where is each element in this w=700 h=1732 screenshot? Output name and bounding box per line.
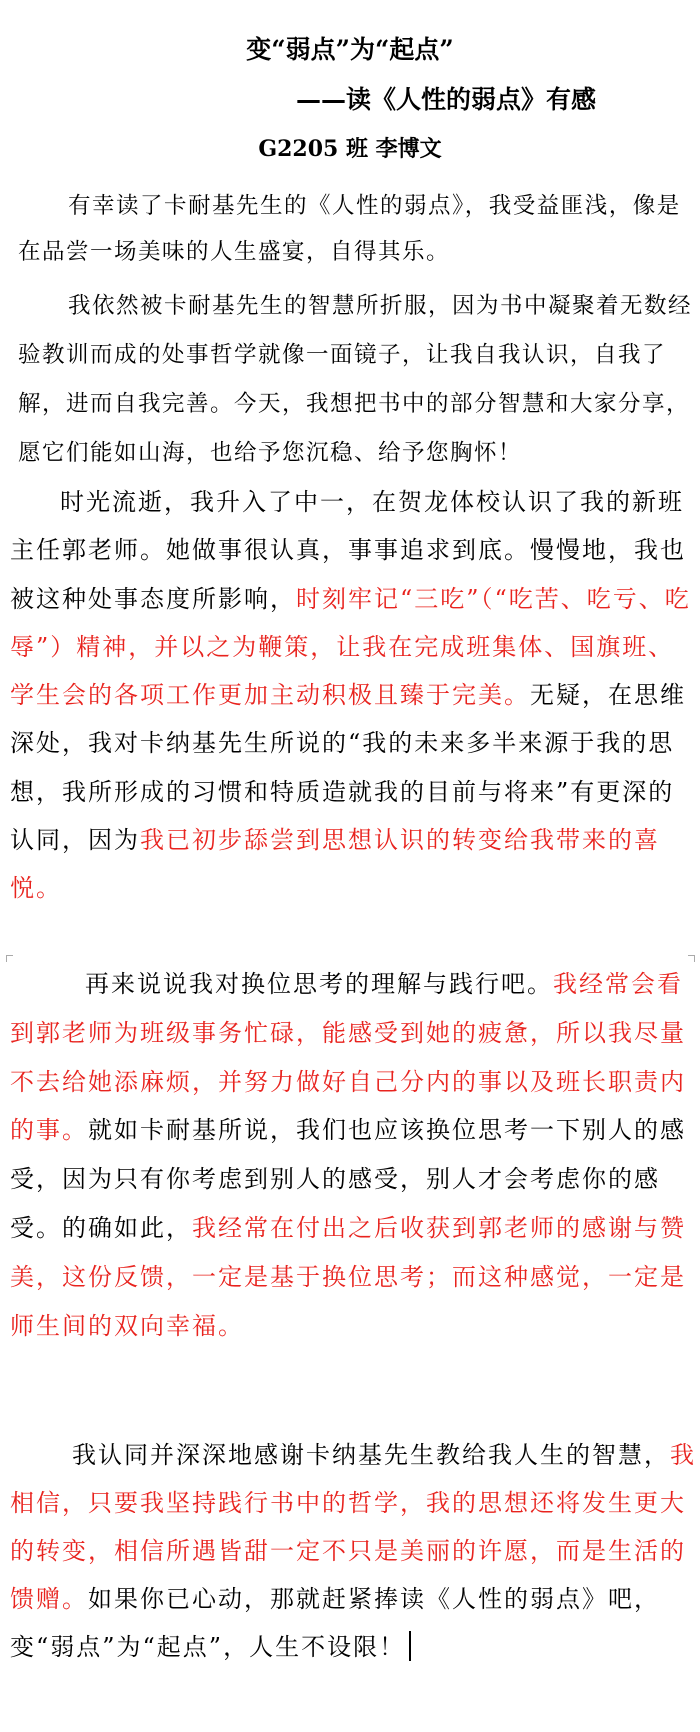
highlighted-text: 我经常会看到郭老师为班级事务忙碌，能感受到她的疲惫，所以我尽量不去给她添麻烦，并努力做好自己分内的事以及班长职责内的事。 bbox=[10, 970, 686, 1145]
essay-subtitle: ——读《人性的弱点》有感 bbox=[296, 85, 597, 114]
paragraph-1[interactable] bbox=[18, 183, 693, 275]
body-text: 无疑，在思维深处，我对卡纳基先生所说的“我的未来多半来源于我的思想，我所形成的习惯和特质造就我的目前与将来”有更深的认同，因为 bbox=[10, 681, 686, 855]
highlighted-text: 我相信，只要我坚持践行书中的哲学，我的思想还将发生更大的转变，相信所遇皆甜一定不只是美丽的许愿，而是生活的馈赠。 bbox=[10, 1441, 696, 1613]
highlighted-text: 我经常在付出之后收获到郭老师的感谢与赞美，这份反馈，一定是基于换位思考；而这种感觉，一定是师生间的双向幸福。 bbox=[10, 1213, 686, 1340]
body-text: 我认同并深深地感谢卡纳基先生教给我人生的智慧， bbox=[72, 1441, 670, 1469]
body-text: 有幸读了卡耐基先生的《人性的弱点》，我受益匪浅，像是在品尝一场美味的人生盛宴，自得其乐。 bbox=[18, 193, 681, 265]
body-text: 时光流逝，我升入了中一，在贺龙体校认识了我的新班主任郭老师。她做事很认真，事事追求到底。慢慢地，我也被这种处事态度所影响， bbox=[10, 488, 686, 613]
paragraph-2[interactable] bbox=[18, 282, 693, 478]
body-text: 再来说说我对换位思考的理解与践行吧。 bbox=[85, 970, 553, 998]
body-text: 如果你已心动，那就赶紧捧读《人性的弱点》吧，变“弱点”为“起点”，人生不设限！ bbox=[10, 1585, 660, 1661]
body-text: 我依然被卡耐基先生的智慧所折服，因为书中凝聚着无数经验教训而成的处事哲学就像一面镜子，让我自我认识，自我了解，进而自我完善。今天，我想把书中的部分智慧和大家分享，愿它们能如山海，也给予您沉稳、给予您胸怀！ bbox=[18, 293, 693, 466]
body-text: 就如卡耐基所说，我们也应该换位思考一下别人的感受，因为只有你考虑到别人的感受，别人才会考虑你的感受。的确如此， bbox=[10, 1116, 686, 1242]
essay-title: 变“弱点”为“起点” bbox=[246, 35, 454, 64]
paragraph-3[interactable] bbox=[10, 478, 698, 913]
paragraph-4[interactable] bbox=[10, 960, 698, 1350]
highlighted-text: 我已初步舔尝到思想认识的转变给我带来的喜悦。 bbox=[10, 826, 660, 903]
paragraph-5[interactable] bbox=[10, 1431, 698, 1671]
text-cursor bbox=[409, 1631, 411, 1661]
highlighted-text: 时刻牢记“三吃”（“吃苦、吃亏、吃辱”）精神，并以之为鞭策，让我在完成班集体、国旗班、学生会的各项工作更加主动积极且臻于完美。 bbox=[10, 584, 691, 710]
author-line: G2205 班 李博文 bbox=[258, 136, 442, 162]
